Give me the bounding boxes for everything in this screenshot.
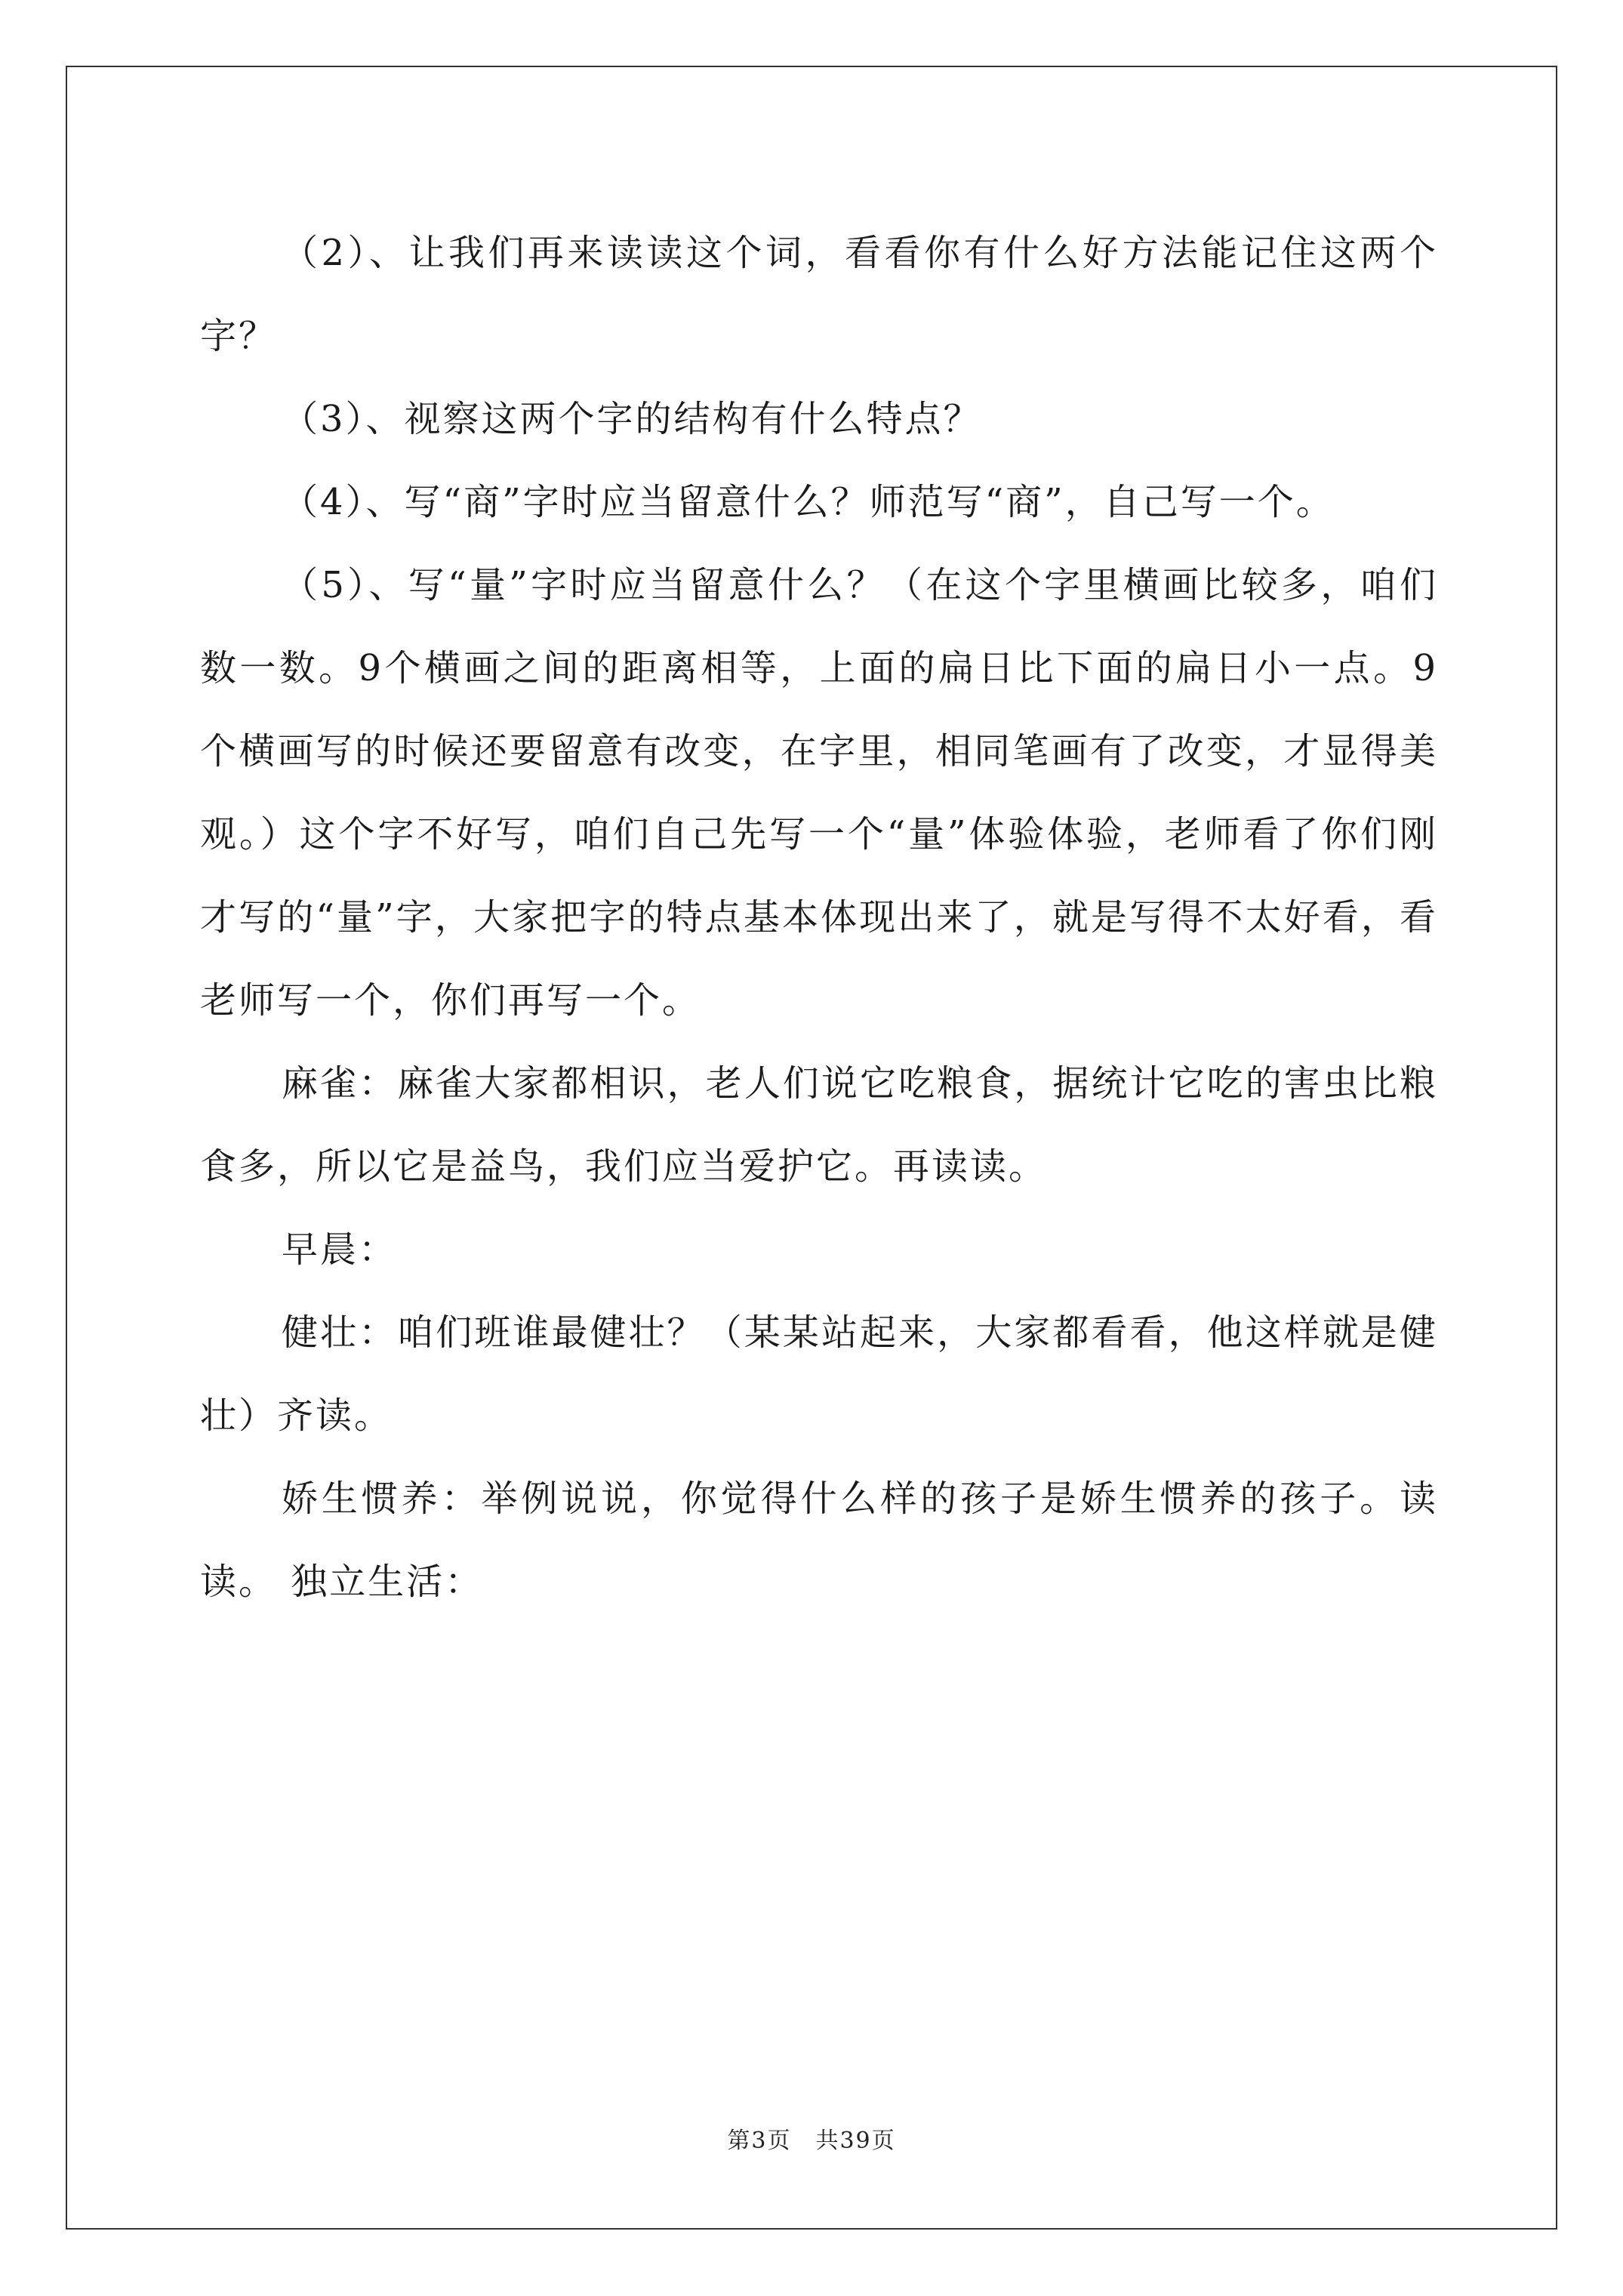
page-footer: 第3页 共39页 — [727, 2128, 896, 2154]
paragraph-3: （3）、视察这两个字的结构有什么特点？ — [282, 398, 982, 440]
paragraph-jiaosheng: 娇生惯养：举例说说，你觉得什么样的孩子是娇生惯养的孩子。读读。 独立生活： — [200, 1478, 1438, 1603]
paragraph-zaochen: 早晨： — [282, 1228, 398, 1271]
paragraph-maque: 麻雀：麻雀大家都相识，老人们说它吃粮食，据统计它吃的害虫比粮食多，所以它是益鸟，我们应当爱护它。再读读。 — [200, 1062, 1438, 1188]
document-body — [200, 211, 1438, 1623]
paragraph-4: （4）、写“商”字时应当留意什么？师范写“商”，自己写一个。 — [282, 481, 1335, 523]
paragraph-jianzhuang: 健壮：咱们班谁最健壮？（某某站起来，大家都看看，他这样就是健壮）齐读。 — [200, 1311, 1438, 1437]
paragraph-5: （5）、写“量”字时应当留意什么？（在这个字里横画比较多，咱们数一数。9个横画之间的距离相等，上面的扁日比下面的扁日小一点。9个横画写的时候还要留意有改变，在字里，相同笔画有了改变，才显得美观。）这个字不好写，咱们自己先写一个“量”体验体验，老师看了你们刚才写的“量”字，大家把字的特点基本体现出来了，就是写得不太好看，看老师写一个，你们再写一个。 — [200, 564, 1438, 1022]
paragraph-2: （2）、让我们再来读读这个词，看看你有什么好方法能记住这两个字？ — [200, 232, 1438, 357]
